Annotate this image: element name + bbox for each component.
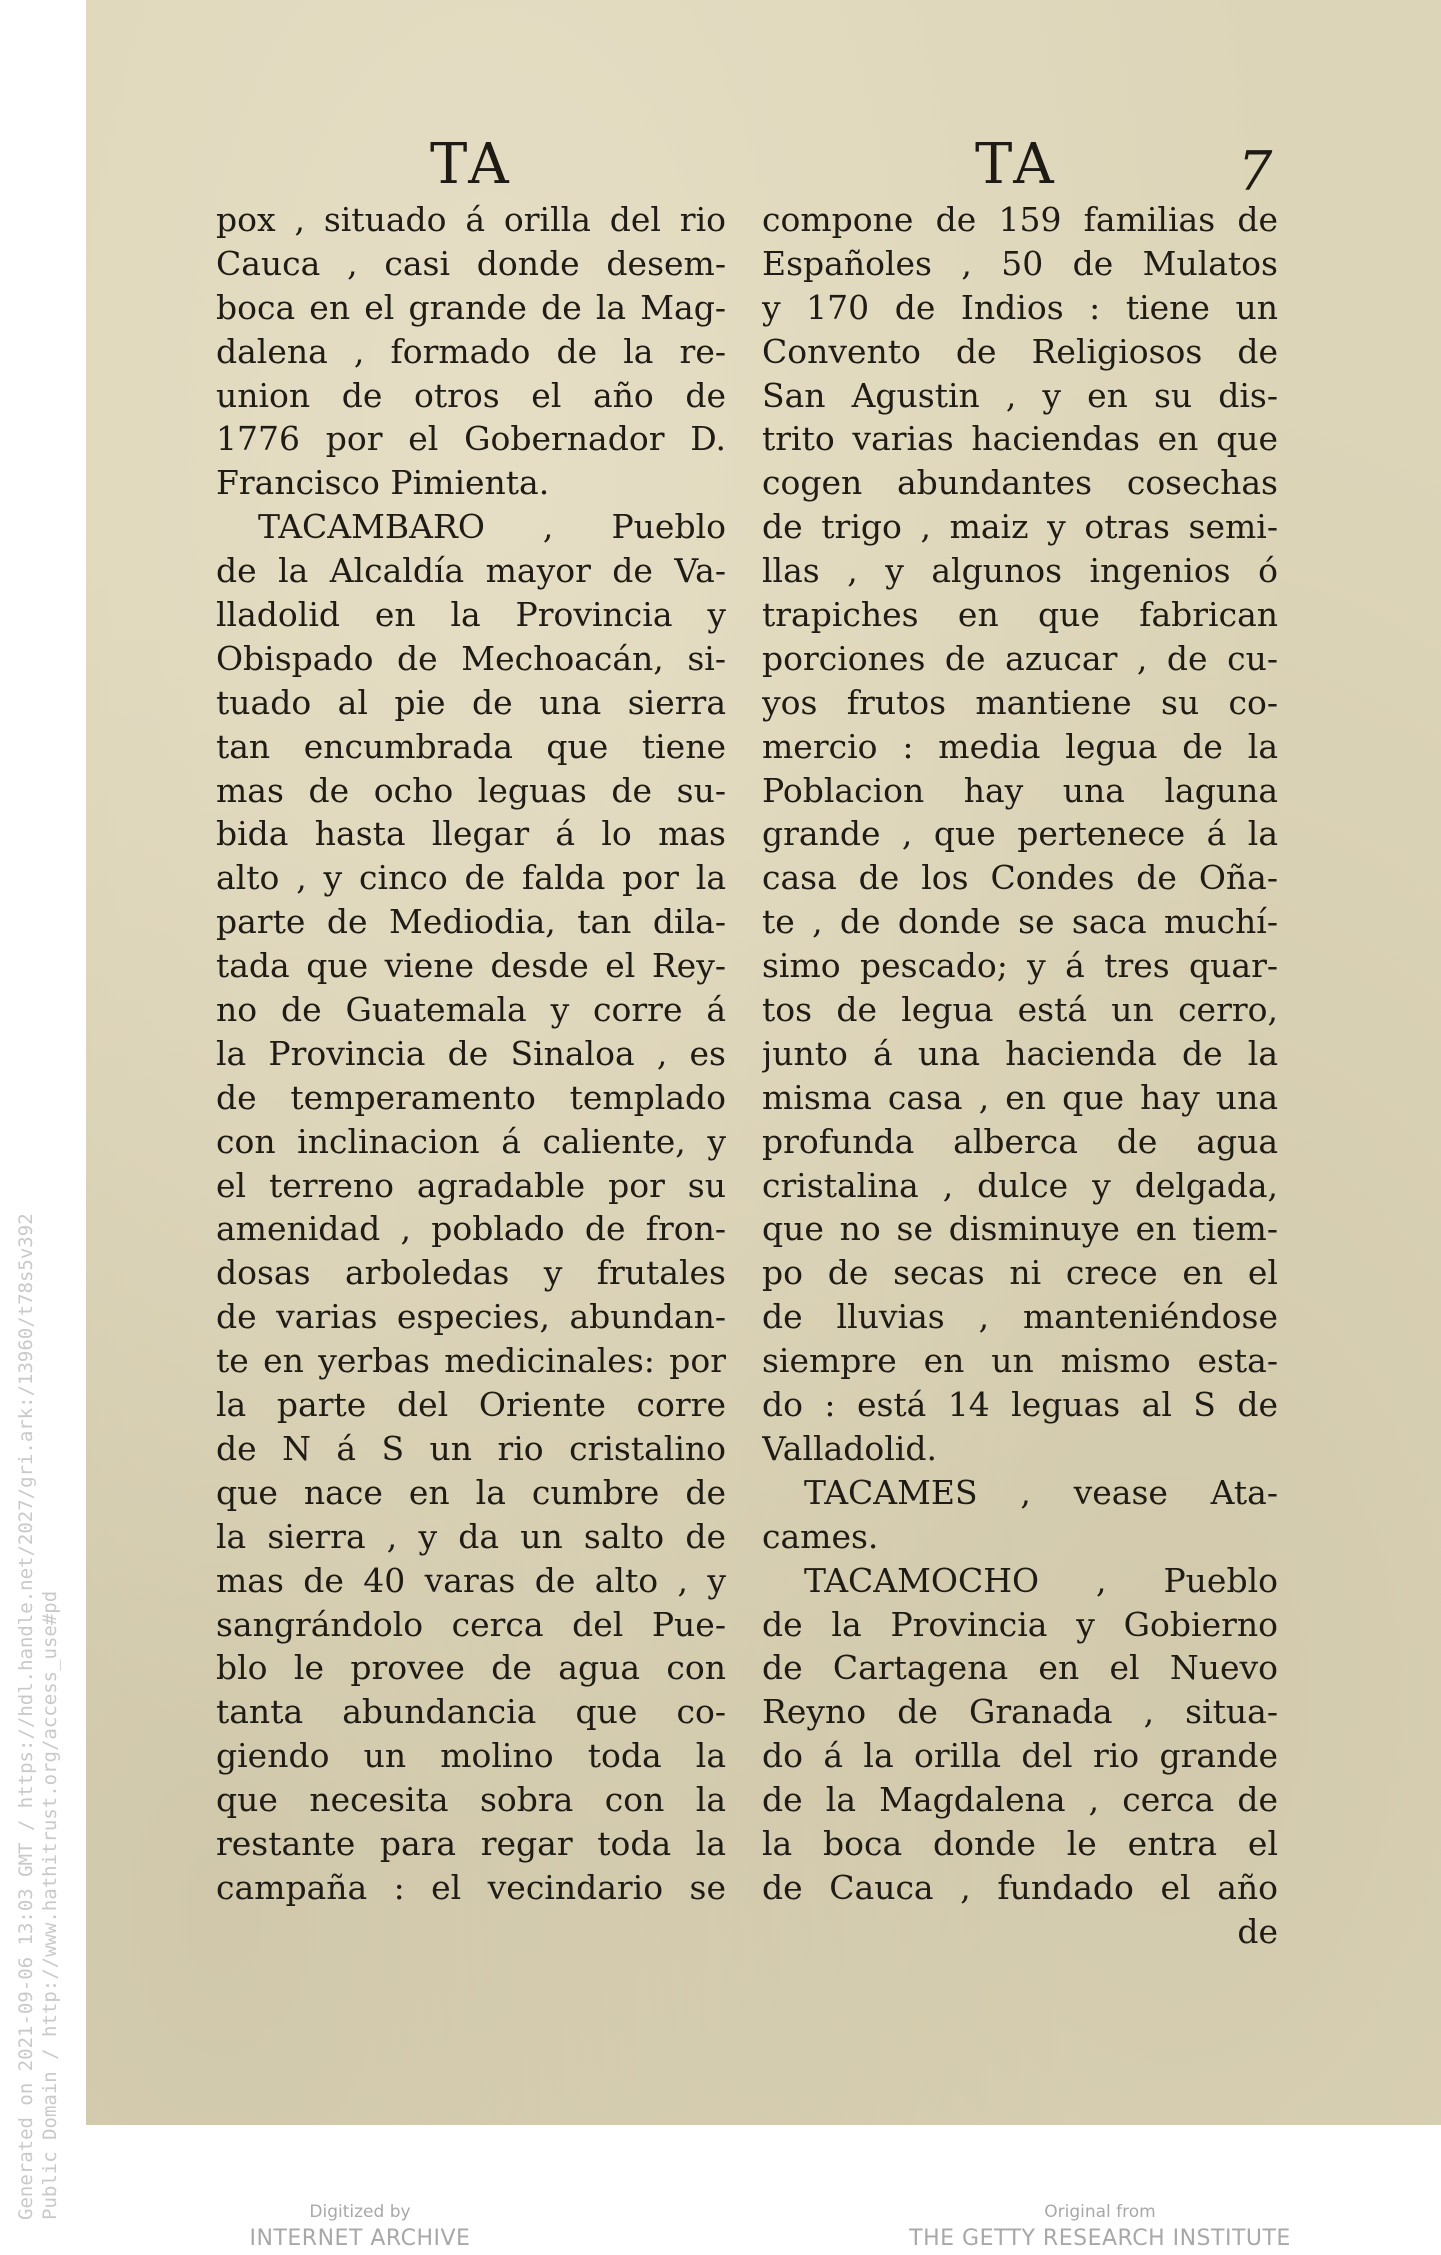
right-line: grande , que pertenece á la (762, 814, 1278, 854)
left-line: lladolid en la Provincia y (216, 595, 726, 635)
right-line: TACAMES , vease Ata- (804, 1472, 1278, 1512)
right-line: Convento de Religiosos de (762, 331, 1278, 371)
right-line: junto á una hacienda de la (762, 1033, 1278, 1073)
right-line: po de secas ni crece en el (762, 1253, 1278, 1293)
left-line: dosas arboledas y frutales (216, 1253, 726, 1293)
left-line: la parte del Oriente corre (216, 1385, 726, 1425)
left-line: campaña : el vecindario se (216, 1867, 726, 1907)
left-line: bida hasta llegar á lo mas (216, 814, 726, 854)
right-line: San Agustin , y en su dis- (762, 375, 1278, 415)
internet-archive-label: INTERNET ARCHIVE (249, 2226, 471, 2251)
left-line: tuado al pie de una sierra (216, 682, 726, 722)
left-line: tan encumbrada que tiene (216, 726, 726, 766)
left-text-column (216, 198, 726, 1910)
left-line: alto , y cinco de falda por la (216, 858, 726, 898)
left-line: sangrándolo cerca del Pue- (216, 1604, 726, 1644)
right-line: yos frutos mantiene su co- (762, 682, 1278, 722)
left-line: de la Alcaldía mayor de Va- (216, 551, 726, 591)
left-line: mas de ocho leguas de su- (216, 770, 726, 810)
right-line: trito varias haciendas en que (762, 419, 1278, 459)
left-line: parte de Mediodia, tan dila- (216, 902, 726, 942)
right-line: Reyno de Granada , situa- (762, 1692, 1278, 1732)
left-line: boca en el grande de la Mag- (216, 287, 726, 327)
right-line: Valladolid. (762, 1428, 937, 1468)
left-line: la sierra , y da un salto de (216, 1516, 726, 1556)
left-line: mas de 40 varas de alto , y (216, 1560, 726, 1600)
right-line: cames. (762, 1516, 879, 1556)
right-line: trapiches en que fabrican (762, 595, 1278, 635)
page-number: 7 (1238, 140, 1273, 203)
left-line: no de Guatemala y corre á (216, 990, 726, 1030)
right-line: casa de los Condes de Oña- (762, 858, 1278, 898)
right-line: mercio : media legua de la (762, 726, 1278, 766)
left-line: blo le provee de agua con (216, 1648, 726, 1688)
stamp-line-public-domain: Public Domain / http://www.hathitrust.org/access_use#pd (39, 1590, 61, 2220)
running-head-left: TA (430, 132, 513, 197)
right-line: de Cauca , fundado el año (762, 1867, 1278, 1907)
left-line: TACAMBARO , Pueblo (258, 507, 726, 547)
right-line: siempre en un mismo esta- (762, 1341, 1278, 1381)
left-line: amenidad , poblado de fron- (216, 1209, 726, 1249)
left-line: con inclinacion á caliente, y (216, 1121, 726, 1161)
right-line: Poblacion hay una laguna (762, 770, 1278, 810)
right-line: llas , y algunos ingenios ó (762, 551, 1278, 591)
left-line: que nace en la cumbre de (216, 1472, 726, 1512)
left-line: de N á S un rio cristalino (216, 1428, 726, 1468)
right-line: de Cartagena en el Nuevo (762, 1648, 1278, 1688)
left-line: giendo un molino toda la (216, 1736, 726, 1776)
right-line: de la Provincia y Gobierno (762, 1604, 1278, 1644)
stamp-line-generated: Generated on 2021-09-06 13:03 GMT / https://hdl.handle.net/2027/gri.ark:/13960/t78s5v392 (15, 1213, 37, 2220)
right-line: compone de 159 familias de (762, 200, 1278, 239)
hathitrust-generation-stamp (14, 1213, 62, 2220)
left-line: de temperamento templado (216, 1077, 726, 1117)
right-line: de la Magdalena , cerca de (762, 1780, 1278, 1820)
right-text-column (762, 198, 1278, 1954)
catchword: de (1237, 1911, 1278, 1951)
left-line: te en yerbas medicinales: por (216, 1341, 726, 1381)
right-line: do : está 14 leguas al S de (762, 1385, 1278, 1425)
right-line: de lluvias , manteniéndose (762, 1297, 1278, 1337)
getty-institute-label: THE GETTY RESEARCH INSTITUTE (909, 2226, 1291, 2251)
right-line: cogen abundantes cosechas (762, 463, 1278, 503)
left-line: Cauca , casi donde desem- (216, 243, 726, 283)
right-line: tos de legua está un cerro, (762, 990, 1278, 1030)
left-line: dalena , formado de la re- (216, 331, 726, 371)
left-line: el terreno agradable por su (216, 1165, 726, 1205)
left-line: Obispado de Mechoacán, si- (216, 638, 726, 678)
right-line: profunda alberca de agua (762, 1121, 1278, 1161)
right-line: de trigo , maiz y otras semi- (762, 507, 1278, 547)
right-line: la boca donde le entra el (762, 1823, 1278, 1863)
right-line: porciones de azucar , de cu- (762, 638, 1278, 678)
left-line: que necesita sobra con la (216, 1780, 726, 1820)
left-line: Francisco Pimienta. (216, 463, 550, 503)
digitized-by-credit (220, 2200, 500, 2254)
left-line: tanta abundancia que co- (216, 1692, 726, 1732)
right-line: simo pescado; y á tres quar- (762, 946, 1278, 986)
left-line: la Provincia de Sinaloa , es (216, 1033, 726, 1073)
left-line: tada que viene desde el Rey- (216, 946, 726, 986)
left-line: 1776 por el Gobernador D. (216, 419, 726, 459)
right-line: que no se disminuye en tiem- (762, 1209, 1278, 1249)
right-line: cristalina , dulce y delgada, (762, 1165, 1278, 1205)
right-line: misma casa , en que hay una (762, 1077, 1278, 1117)
original-from-label: Original from (1044, 2202, 1156, 2222)
running-head-right: TA (975, 132, 1058, 197)
right-line: do á la orilla del rio grande (762, 1736, 1278, 1776)
left-line: pox , situado á orilla del rio (216, 200, 726, 239)
right-line: Españoles , 50 de Mulatos (762, 243, 1278, 283)
left-line: de varias especies, abundan- (216, 1297, 726, 1337)
right-line: TACAMOCHO , Pueblo (804, 1560, 1278, 1600)
left-line: union de otros el año de (216, 375, 726, 415)
original-from-credit (850, 2200, 1350, 2254)
digitized-by-label: Digitized by (309, 2202, 411, 2222)
right-line: te , de donde se saca muchí- (762, 902, 1278, 942)
left-line: restante para regar toda la (216, 1823, 726, 1863)
right-line: y 170 de Indios : tiene un (762, 287, 1278, 327)
